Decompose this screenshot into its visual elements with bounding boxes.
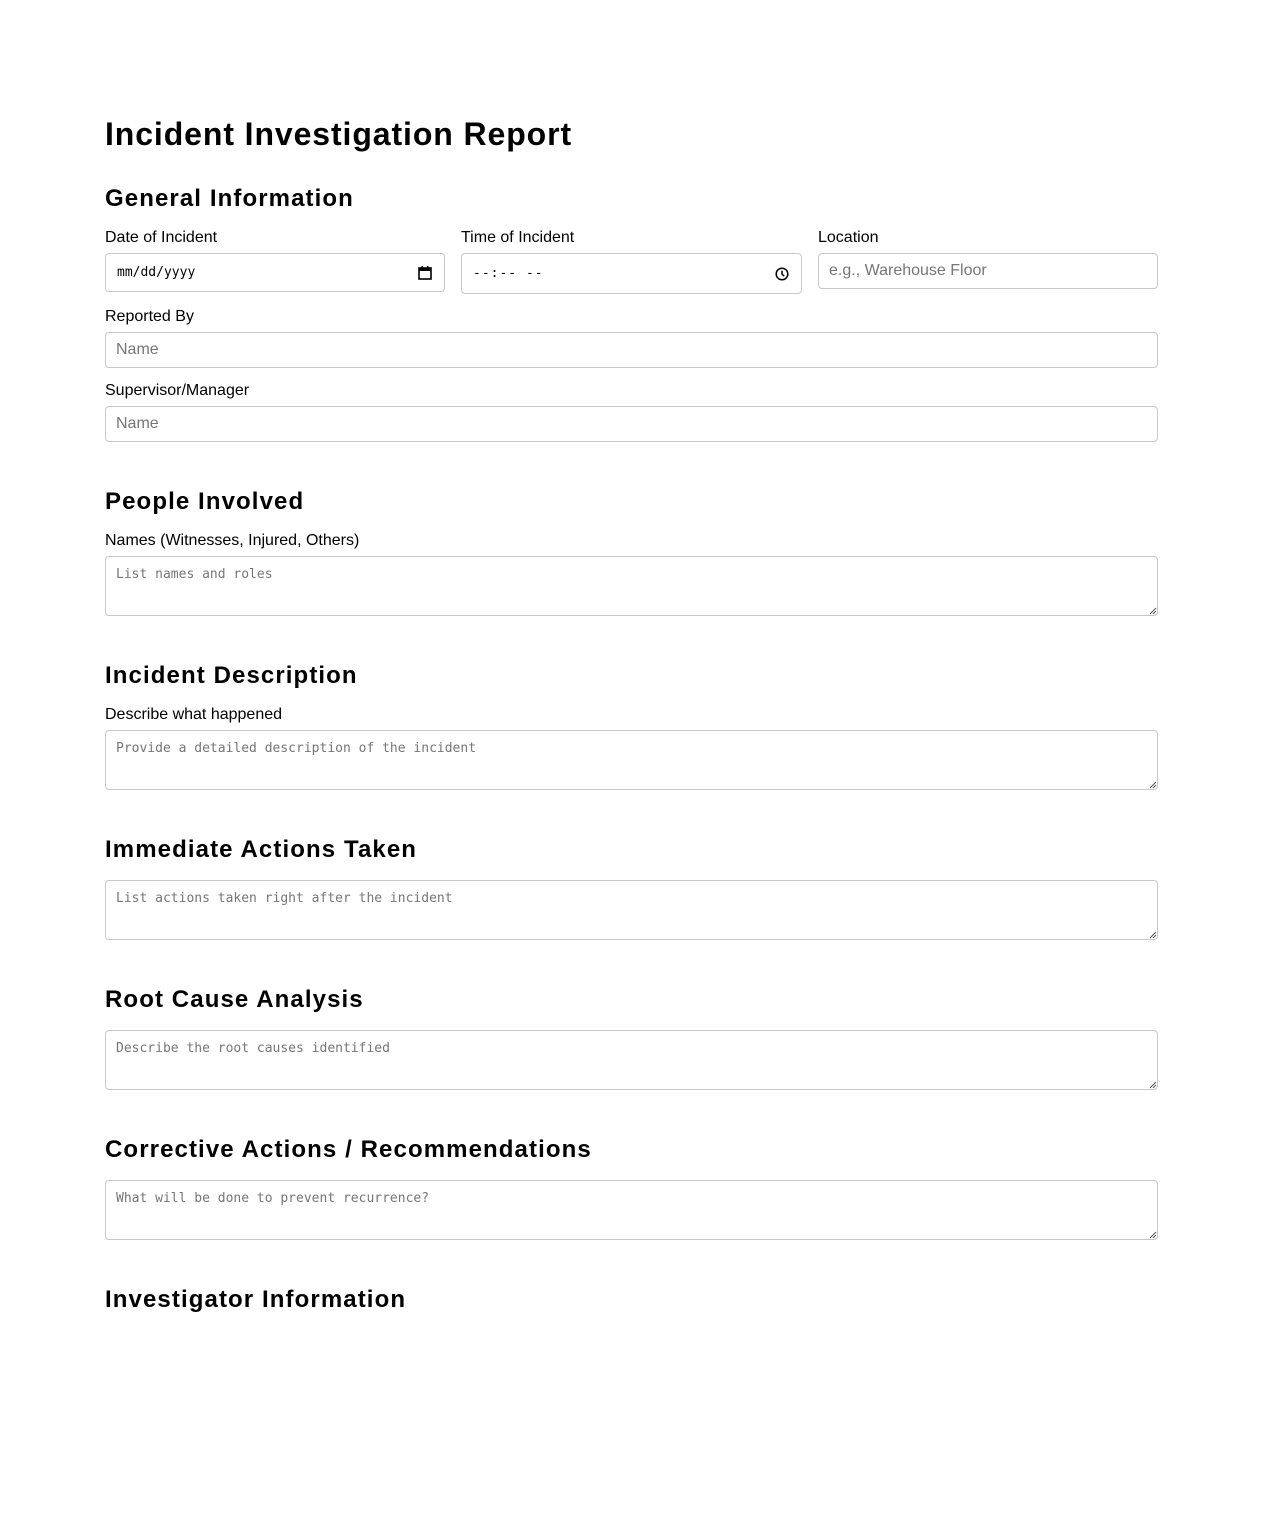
calendar-icon[interactable] bbox=[418, 265, 432, 280]
corrective-textarea[interactable] bbox=[105, 1180, 1158, 1240]
section-heading-investigator: Investigator Information bbox=[105, 1286, 407, 1313]
section-heading-immediate-actions: Immediate Actions Taken bbox=[105, 836, 418, 863]
clock-icon[interactable] bbox=[775, 267, 789, 281]
date-placeholder: mm/dd/yyyy bbox=[117, 265, 196, 280]
reported-by-label: Reported By bbox=[105, 308, 194, 325]
location-input[interactable] bbox=[818, 253, 1158, 289]
section-heading-description: Incident Description bbox=[105, 662, 358, 689]
section-heading-corrective: Corrective Actions / Recommendations bbox=[105, 1136, 592, 1163]
section-heading-root-cause: Root Cause Analysis bbox=[105, 986, 364, 1013]
date-input[interactable] bbox=[105, 253, 445, 292]
immediate-actions-textarea-wrapper bbox=[105, 880, 1158, 940]
immediate-actions-textarea[interactable] bbox=[105, 880, 1158, 940]
time-label: Time of Incident bbox=[461, 229, 575, 246]
supervisor-input[interactable] bbox=[105, 406, 1158, 442]
names-textarea[interactable] bbox=[105, 556, 1158, 616]
time-input[interactable] bbox=[461, 253, 802, 294]
corrective-textarea-wrapper bbox=[105, 1180, 1158, 1240]
names-textarea-wrapper bbox=[105, 556, 1158, 616]
section-heading-people: People Involved bbox=[105, 488, 305, 515]
date-label: Date of Incident bbox=[105, 229, 218, 246]
description-textarea[interactable] bbox=[105, 730, 1158, 790]
description-label: Describe what happened bbox=[105, 706, 283, 723]
description-textarea-wrapper bbox=[105, 730, 1158, 790]
page-title: Incident Investigation Report bbox=[105, 116, 573, 152]
supervisor-label: Supervisor/Manager bbox=[105, 382, 250, 399]
reported-by-input[interactable] bbox=[105, 332, 1158, 368]
names-label: Names (Witnesses, Injured, Others) bbox=[105, 532, 360, 549]
location-label: Location bbox=[818, 229, 879, 246]
section-heading-general: General Information bbox=[105, 185, 354, 212]
root-cause-textarea[interactable] bbox=[105, 1030, 1158, 1090]
time-placeholder: --:-- -- bbox=[473, 266, 544, 281]
root-cause-textarea-wrapper bbox=[105, 1030, 1158, 1090]
